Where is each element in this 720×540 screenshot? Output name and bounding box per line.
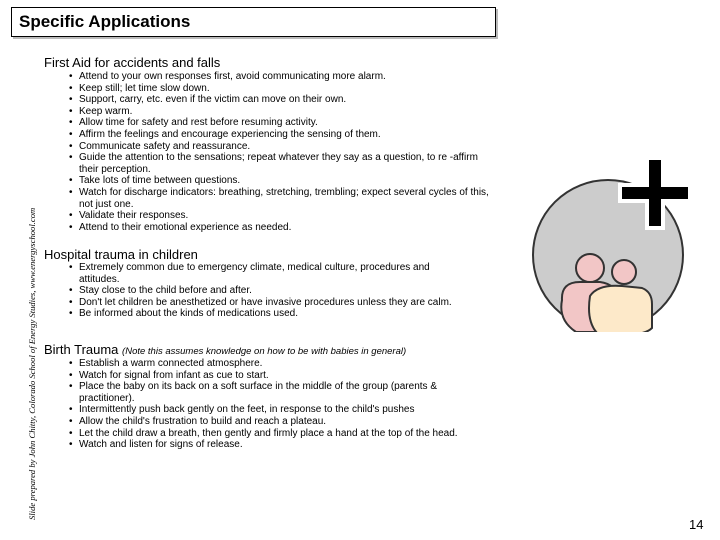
first-aid-illustration-icon [528,150,718,332]
side-credit: Slide prepared by John Chitty, Colorado School of Energy Studies, www.energyschool.com [27,207,37,520]
section-heading-birth [44,342,406,357]
title-box [11,7,496,37]
birth-list [69,358,469,451]
list-item: • Communicate safety and reassurance. [69,141,489,153]
section-heading-text: First Aid for accidents and falls [44,55,221,70]
list-item: • Don't let children be anesthetized or have invasive procedures unless they are calm. [69,297,469,309]
list-item: • Place the baby on its back on a soft surface in the middle of the group (parents & practitioner). [69,381,469,404]
list-item: • Validate their responses. [69,210,489,222]
list-item: • Intermittently push back gently on the feet, in response to the child's pushes [69,404,469,416]
list-item: • Watch for discharge indicators: breathing, stretching, trembling; expect several cycles of this, not just one. [69,187,489,210]
list-item: • Take lots of time between questions. [69,175,489,187]
page-number: 14 [689,517,704,532]
list-item: • Allow time for safety and rest before resuming activity. [69,117,489,129]
section-heading-hospital [44,247,198,262]
list-item: • Attend to their emotional experience as needed. [69,222,489,234]
list-item: • Support, carry, etc. even if the victim can move on their own. [69,94,489,106]
list-item: • Let the child draw a breath, then gently and firmly place a hand at the top of the head. [69,428,469,440]
section-heading-first-aid [44,55,220,70]
list-item: • Establish a warm connected atmosphere. [69,358,469,370]
page-title: Specific Applications [19,12,191,31]
list-item: • Keep warm. [69,106,489,118]
list-item: • Allow the child's frustration to build and reach a plateau. [69,416,469,428]
hospital-list [69,262,469,320]
section-heading-note: (Note this assumes knowledge on how to be with babies in general) [122,346,407,357]
list-item: • Watch and listen for signs of release. [69,439,469,451]
list-item: • Keep still; let time slow down. [69,83,489,95]
list-item: • Be informed about the kinds of medications used. [69,308,469,320]
list-item: • Watch for signal from infant as cue to start. [69,370,469,382]
first-aid-list [69,71,489,233]
list-item: • Attend to your own responses first, avoid communicating more alarm. [69,71,489,83]
section-heading-text: Hospital trauma in children [44,247,198,262]
section-heading-text: Birth Trauma [44,342,119,357]
list-item: • Extremely common due to emergency climate, medical culture, procedures and attitudes. [69,262,469,285]
list-item: • Stay close to the child before and after. [69,285,469,297]
list-item: • Guide the attention to the sensations; repeat whatever they say as a question, to re -affirm their perception. [69,152,489,175]
list-item: • Affirm the feelings and encourage experiencing the sensing of them. [69,129,489,141]
